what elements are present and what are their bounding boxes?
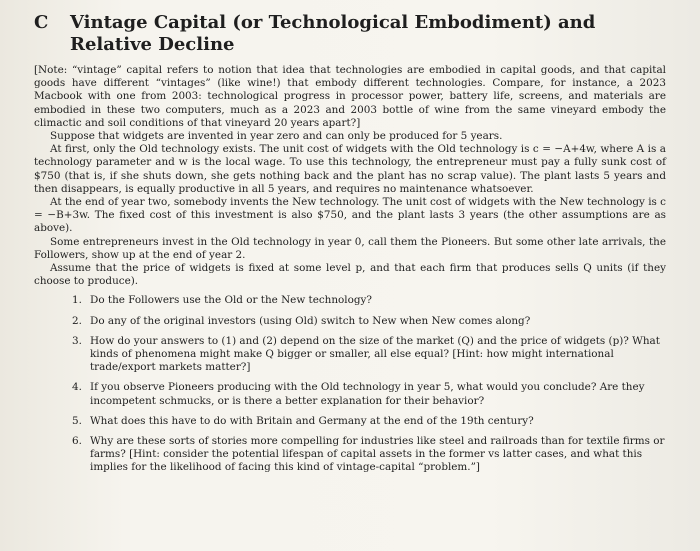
question-list [34,294,666,474]
section-heading [34,12,666,56]
question-number: 3. [72,334,82,347]
question-number: 4. [72,381,82,394]
question-item [34,315,666,328]
question-text: Do any of the original investors (using Old) switch to New when New comes along? [90,314,531,327]
assumption-paragraph: Assume that the price of widgets is fixed at some level p, and that each firm that produces sells Q units (if they choose to produce). [34,262,666,288]
question-number: 6. [72,435,82,448]
pioneers-paragraph: Some entrepreneurs invest in the Old technology in year 0, call them the Pioneers. But some other late arrivals, the Followers, show up at the end of year 2. [34,235,666,261]
section-letter: C [34,12,49,33]
question-text: How do your answers to (1) and (2) depend on the size of the market (Q) and the price of widgets (p)? What kinds of phenomena might make Q bigger or smaller, all else equal? [Hint: how might international trade/export markets matter?] [90,334,660,374]
section-title: Vintage Capital (or Technological Embodiment) and Relative Decline [70,12,596,55]
note-paragraph: [Note: “vintage” capital refers to notion that idea that technologies are embodied in capital goods, and that capital goods have different “vintages” (like wine!) that embody different technologies. Compare, for instance, a 2023 Macbook with one from 2003: technological progress in processor power, battery life, screens, and materials are embodied in these two computers, much as a 2023 and 2003 bottle of wine from the same vineyard embody the climactic and soil conditions of that vineyard 20 years apart?] [34,64,666,129]
old-technology-paragraph: At first, only the Old technology exists. The unit cost of widgets with the Old technology is c = −A+4w, where A is a technology parameter and w is the local wage. To use this technology, the entrepreneur must pay a fully sunk cost of $750 (that is, if she shuts down, she gets nothing back and the plant has no scrap value). The plant lasts 5 years and then disappears, is equally productive in all 5 years, and requires no maintenance whatsoever. [34,143,666,195]
question-item [34,294,666,307]
question-number: 1. [72,294,82,307]
question-text: What does this have to do with Britain and Germany at the end of the 19th century? [90,414,534,427]
new-technology-paragraph: At the end of year two, somebody invents the New technology. The unit cost of widgets with the New technology is c = −B+3w. The fixed cost of this investment is also $750, and the plant lasts 3 years (the other assumptions are as above). [34,196,666,235]
question-text: Do the Followers use the Old or the New technology? [90,294,372,307]
question-number: 5. [72,414,82,427]
question-text: If you observe Pioneers producing with the Old technology in year 5, what would you conclude? Are they incompetent schmucks, or is there a better explanation for their behavior? [90,381,645,407]
question-text: Why are these sorts of stories more compelling for industries like steel and railroads than for textile firms or farms? [Hint: consider the potential lifespan of capital assets in the former vs latter cases, and what this implies for the likelihood of facing this kind of vintage-capital “problem.”] [90,435,665,474]
question-item [34,335,666,375]
question-item [34,435,666,475]
question-item [34,415,666,428]
question-number: 2. [72,314,82,327]
question-item [34,381,666,407]
intro-paragraph: Suppose that widgets are invented in year zero and can only be produced for 5 years. [50,130,503,143]
